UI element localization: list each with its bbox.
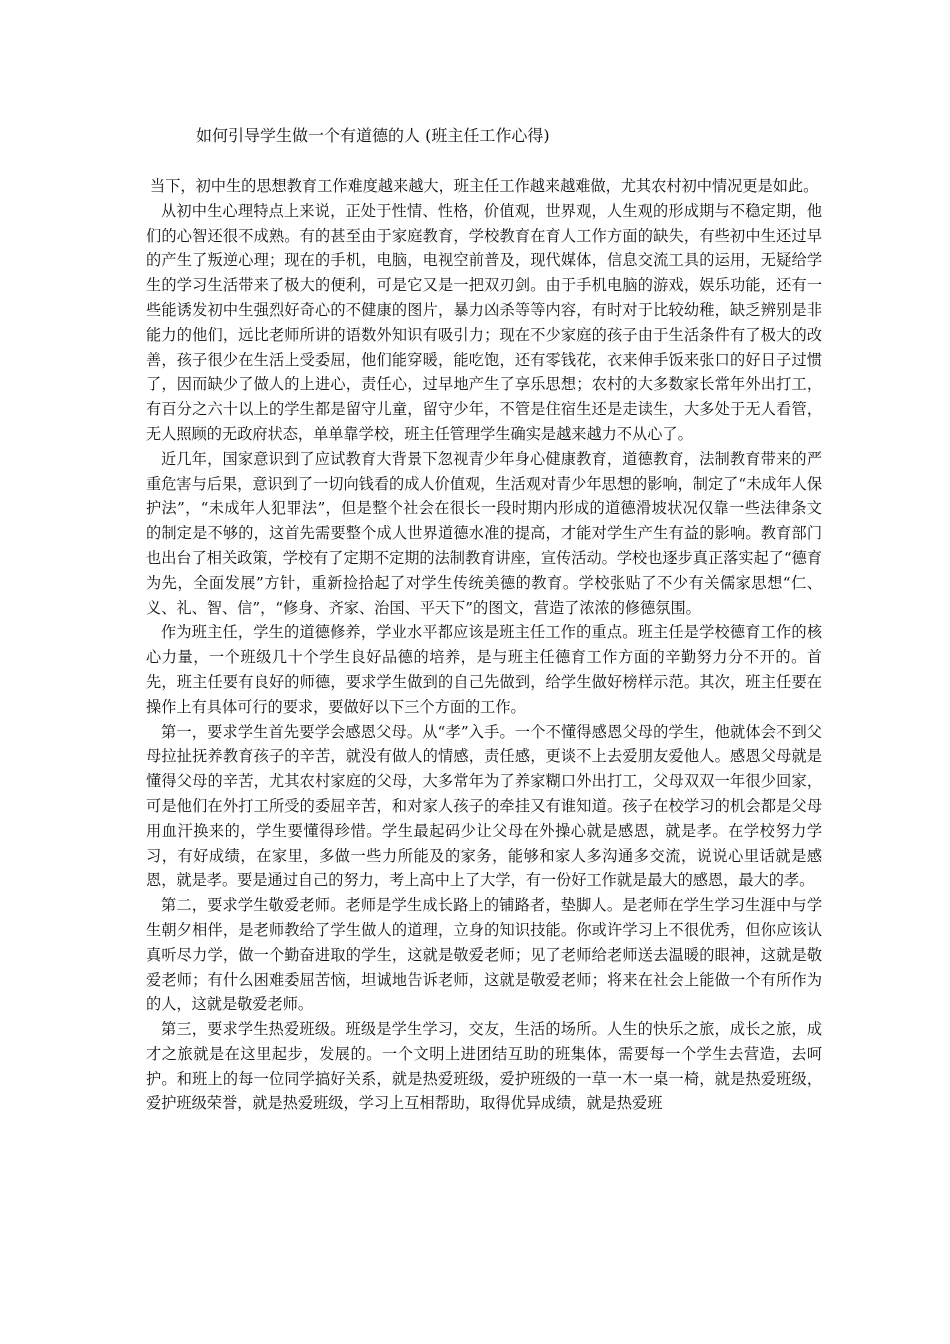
- document-body: [146, 174, 822, 1116]
- paragraph-second-respect-teachers: 第二，要求学生敬爱老师。老师是学生成长路上的铺路者，垫脚人。是老师在学生学习生涯中与学生朝夕相伴，是老师教给了学生做人的道理，立身的知识技能。你或许学习上不很优秀，但你应该认真听尽力学，做一个勤奋进取的学生，这就是敬爱老师；见了老师给老师送去温暖的眼神，这就是敬爱老师；有什么困难委屈苦恼，坦诚地告诉老师，这就是敬爱老师；将来在社会上能做一个有所作为的人，这就是敬爱老师。: [146, 896, 822, 1014]
- paragraph-third-love-class: 第三，要求学生热爱班级。班级是学生学习，交友，生活的场所。人生的快乐之旅，成长之旅，成才之旅就是在这里起步，发展的。一个文明上进团结互助的班集体，需要每一个学生去营造，去呵护。和班上的每一位同学搞好关系，就是热爱班级，爱护班级的一草一木一桌一椅，就是热爱班级，爱护班级荣誉，就是热爱班级，学习上互相帮助，取得优异成绩，就是热爱班: [146, 1020, 822, 1113]
- paragraph-national-policy: 近几年，国家意识到了应试教育大背景下忽视青少年身心健康教育，道德教育，法制教育带来的严重危害与后果，意识到了一切向钱看的成人价值观，生活观对青少年思想的影响，制定了“未成年人保护法”，“未成年人犯罪法”，但是整个社会在很长一段时期内形成的道德滑坡状况仅靠一些法律条文的制定是不够的，这首先需要整个成人世界道德水准的提高，才能对学生产生有益的影响。教育部门也出台了相关政策，学校有了定期不定期的法制教育讲座，宣传活动。学校也逐步真正落实起了“德育为先，全面发展”方针，重新捡拾起了对学生传统美德的教育。学校张贴了不少有关儒家思想“仁、义、礼、智、信”，“修身、齐家、治国、平天下”的图文，营造了浓浓的修德氛围。: [146, 449, 823, 617]
- paragraph-head-teacher-role: 作为班主任，学生的道德修养，学业水平都应该是班主任工作的重点。班主任是学校德育工作的核心力量，一个班级几十个学生良好品德的培养，是与班主任德育工作方面的辛勤努力分不开的。首先，班主任要有良好的师德，要求学生做到的自己先做到，给学生做好榜样示范。其次，班主任要在操作上有具体可行的要求，要做好以下三个方面的工作。: [146, 623, 822, 716]
- paragraph-first-gratitude-parents: 第一，要求学生首先要学会感恩父母。从“孝”入手。一个不懂得感恩父母的学生，他就体会不到父母拉扯抚养教育孩子的辛苦，就没有做人的情感，责任感，更谈不上去爱朋友爱他人。感恩父母就是懂得父母的辛苦，尤其农村家庭的父母，大多常年为了养家糊口外出打工，父母双双一年很少回家，可是他们在外打工所受的委屈辛苦，和对家人孩子的牵挂又有谁知道。孩子在校学习的机会都是父母用血汗换来的，学生要懂得珍惜。学生最起码少让父母在外操心就是感恩，就是孝。在学校努力学习，有好成绩，在家里，多做一些力所能及的家务，能够和家人多沟通多交流，说说心里话就是感恩，就是孝。要是通过自己的努力，考上高中上了大学，有一份好工作就是最大的感恩，最大的孝。: [146, 722, 822, 890]
- paragraph-intro: 当下，初中生的思想教育工作难度越来越大，班主任工作越来越难做，尤其农村初中情况更是如此。: [150, 177, 819, 195]
- document-title: 如何引导学生做一个有道德的人 (班主任工作心得): [196, 126, 550, 145]
- paragraph-psychology: 从初中生心理特点上来说，正处于性情、性格，价值观，世界观，人生观的形成期与不稳定期，他们的心智还很不成熟。有的甚至由于家庭教育，学校教育在育人工作方面的缺失，有些初中生还过早的产生了叛逆心理；现在的手机，电脑，电视空前普及，现代媒体，信息交流工具的运用，无疑给学生的学习生活带来了极大的便利，可是它又是一把双刃剑。由于手机电脑的游戏，娱乐功能，还有一些能诱发初中生强烈好奇心的不健康的图片，暴力凶杀等等内容，有时对于比较幼稚，缺乏辨别是非能力的他们，远比老师所讲的语数外知识有吸引力；现在不少家庭的孩子由于生活条件有了极大的改善，孩子很少在生活上受委屈，他们能穿暖，能吃饱，还有零钱花，衣来伸手饭来张口的好日子过惯了，因而缺少了做人的上进心，责任心，过早地产生了享乐思想；农村的大多数家长常年外出打工，有百分之六十以上的学生都是留守儿童，留守少年，不管是住宿生还是走读生，大多处于无人看管，无人照顾的无政府状态，单单靠学校，班主任管理学生确实是越来越力不从心了。: [146, 201, 822, 443]
